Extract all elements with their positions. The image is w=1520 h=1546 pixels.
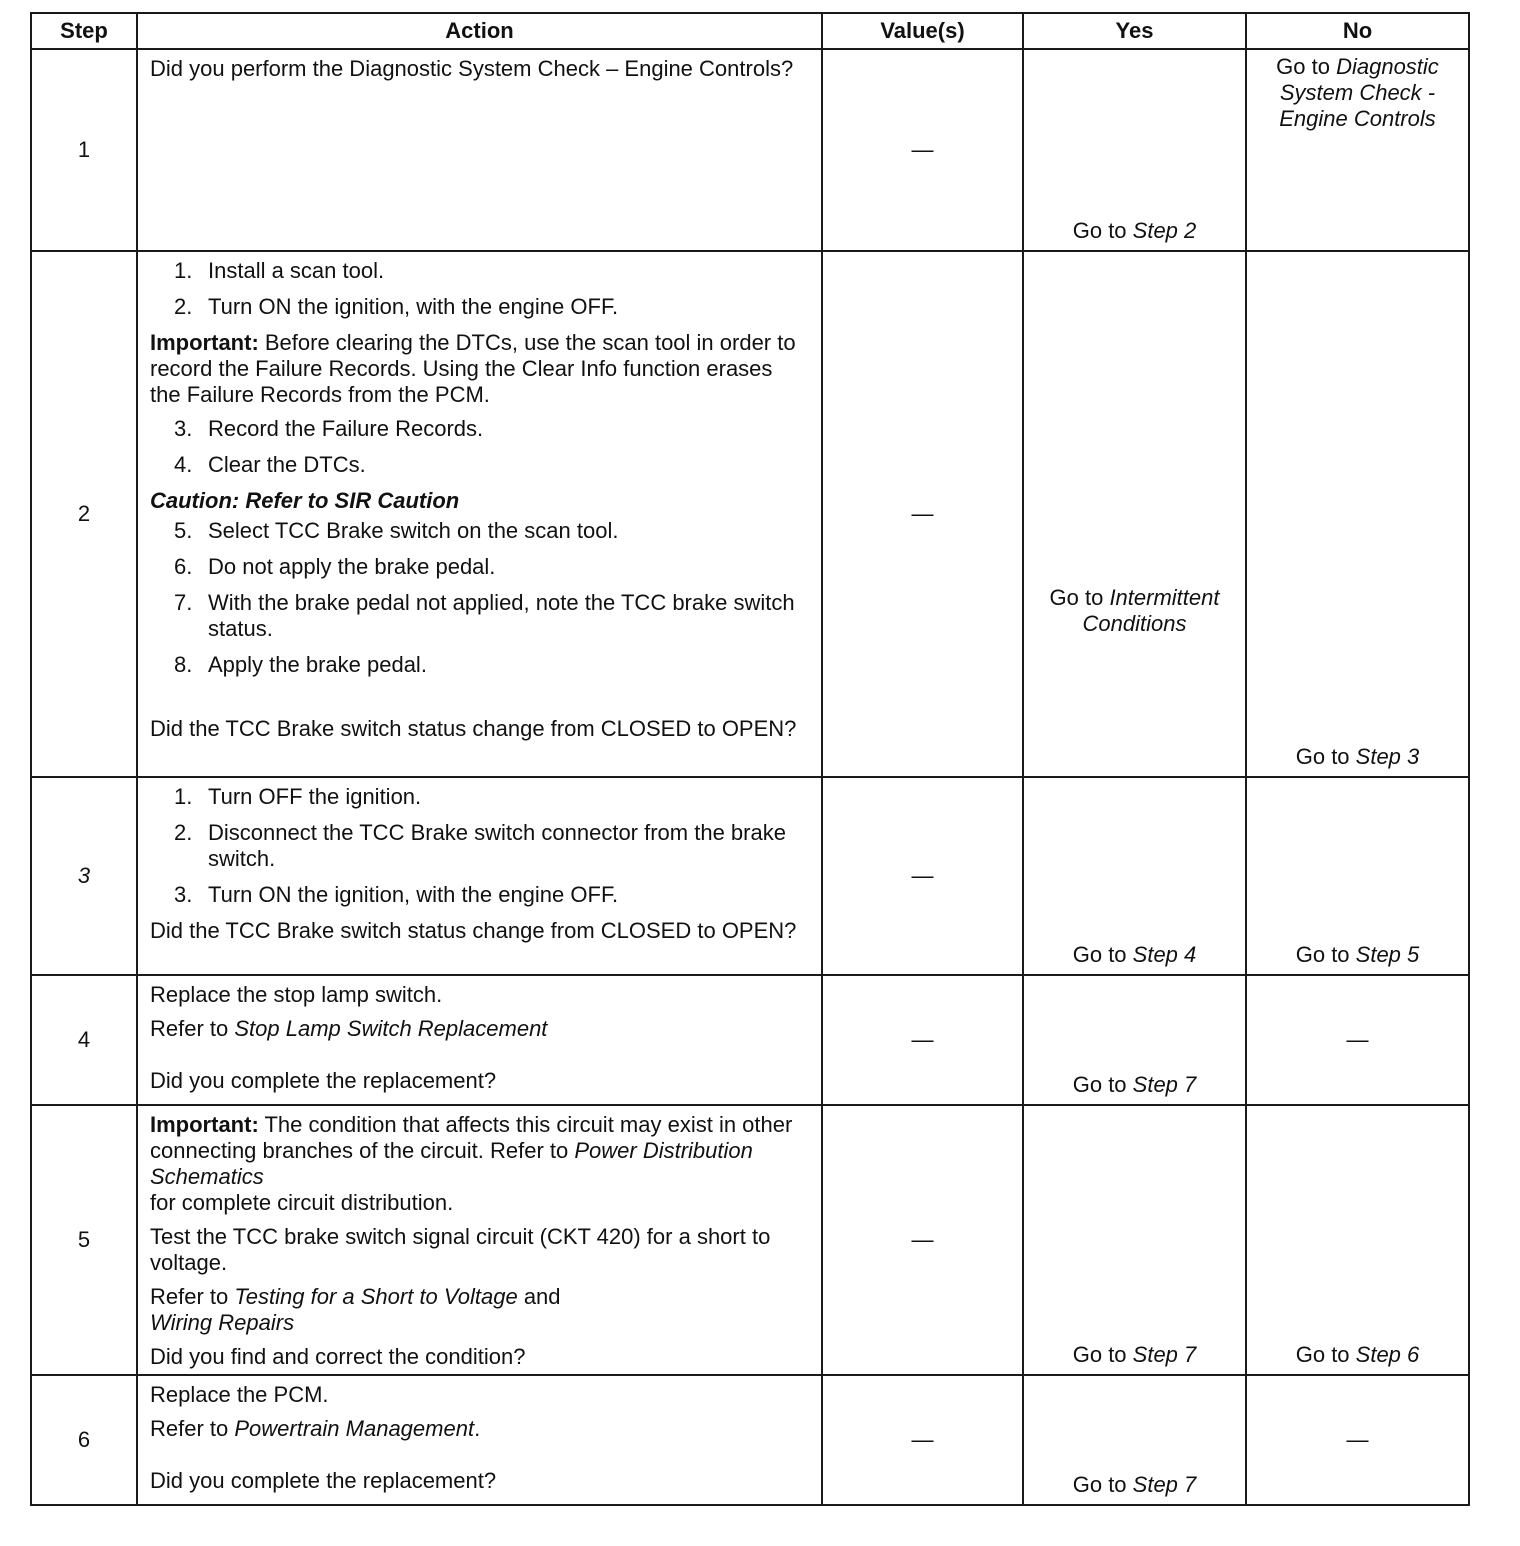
step-number: 4 — [31, 975, 137, 1105]
header-yes: Yes — [1023, 13, 1246, 49]
item-text: Do not apply the brake pedal. — [208, 554, 496, 579]
action-line: Replace the PCM. — [150, 1382, 329, 1407]
go-to-prefix: Go to — [1295, 1342, 1356, 1367]
item-number: 1. — [174, 258, 193, 283]
refer-prefix: Refer to — [150, 1284, 235, 1309]
item-text: Record the Failure Records. — [208, 416, 484, 441]
important-label: Important: — [150, 1112, 259, 1137]
header-step: Step — [31, 13, 137, 49]
go-to-prefix: Go to — [1072, 942, 1133, 967]
go-to-prefix: Go to — [1295, 744, 1356, 769]
no-cell: — — [1246, 975, 1469, 1105]
header-no: No — [1246, 13, 1469, 49]
powertrain-management-link[interactable]: Powertrain Management — [234, 1416, 475, 1441]
stop-lamp-switch-replacement-link[interactable]: Stop Lamp Switch Replacement — [234, 1016, 548, 1041]
action-question: Did you complete the replacement? — [150, 1068, 497, 1093]
no-cell: — — [1246, 1375, 1469, 1505]
wiring-repairs-link[interactable]: Wiring Repairs — [150, 1310, 295, 1335]
important-label: Important: — [150, 330, 259, 355]
item-number: 8. — [174, 652, 193, 677]
refer-and: and — [517, 1284, 561, 1309]
list-item — [174, 882, 809, 908]
action-cell — [137, 975, 822, 1105]
list-item — [174, 820, 809, 872]
go-to-prefix: Go to — [1276, 54, 1337, 79]
step-link[interactable]: Step 2 — [1132, 218, 1197, 243]
action-question: Did you find and correct the condition? — [150, 1344, 526, 1369]
refer-line — [150, 1016, 809, 1042]
go-to-prefix: Go to — [1072, 1472, 1133, 1497]
item-number: 1. — [174, 784, 193, 809]
no-cell — [1246, 49, 1469, 251]
step-number: 6 — [31, 1375, 137, 1505]
item-text: Select TCC Brake switch on the scan tool. — [208, 518, 619, 543]
list-item — [174, 590, 809, 642]
list-item — [174, 416, 809, 442]
item-number: 2. — [174, 294, 193, 319]
table-row — [31, 1105, 1469, 1375]
step-number: 3 — [31, 777, 137, 975]
refer-line — [150, 1416, 809, 1442]
header-values: Value(s) — [822, 13, 1023, 49]
list-item — [174, 784, 809, 810]
spacer — [150, 1450, 809, 1468]
action-cell — [137, 49, 822, 251]
yes-cell — [1023, 1105, 1246, 1375]
value-cell: — — [822, 1105, 1023, 1375]
value-cell: — — [822, 251, 1023, 777]
step-link[interactable]: Step 5 — [1355, 942, 1420, 967]
item-text: Turn OFF the ignition. — [208, 784, 422, 809]
yes-cell — [1023, 251, 1246, 777]
list-item — [174, 258, 809, 284]
go-to-prefix: Go to — [1072, 1072, 1133, 1097]
table-row — [31, 975, 1469, 1105]
action-cell — [137, 777, 822, 975]
diagnostic-system-check-link[interactable]: Diagnostic System Check - Engine Controls — [1279, 54, 1439, 131]
item-text: Clear the DTCs. — [208, 452, 366, 477]
action-question: Did you complete the replacement? — [150, 1468, 497, 1493]
step-link[interactable]: Step 3 — [1355, 744, 1420, 769]
item-number: 6. — [174, 554, 193, 579]
list-item — [174, 518, 809, 544]
item-number: 5. — [174, 518, 193, 543]
testing-short-to-voltage-link[interactable]: Testing for a Short to Voltage — [234, 1284, 518, 1309]
item-text: Disconnect the TCC Brake switch connector from the brake switch. — [208, 820, 786, 871]
action-cell — [137, 1375, 822, 1505]
step-link[interactable]: Step 4 — [1132, 942, 1197, 967]
item-text: With the brake pedal not applied, note the TCC brake switch status. — [208, 590, 795, 641]
no-cell — [1246, 777, 1469, 975]
action-question: Did the TCC Brake switch status change from CLOSED to OPEN? — [150, 716, 797, 741]
list-item — [174, 652, 809, 678]
refer-period: . — [474, 1416, 481, 1441]
step-link[interactable]: Step 7 — [1132, 1472, 1197, 1497]
header-action: Action — [137, 13, 822, 49]
value-cell: — — [822, 1375, 1023, 1505]
value-cell: — — [822, 49, 1023, 251]
step-link[interactable]: Step 7 — [1132, 1342, 1197, 1367]
diagnostic-table — [30, 12, 1470, 1506]
list-item — [174, 554, 809, 580]
value-cell: — — [822, 975, 1023, 1105]
step-link[interactable]: Step 7 — [1132, 1072, 1197, 1097]
important-note — [150, 1112, 809, 1216]
action-cell — [137, 1105, 822, 1375]
table-row — [31, 49, 1469, 251]
spacer — [150, 1050, 809, 1068]
action-line: Replace the stop lamp switch. — [150, 982, 443, 1007]
spacer — [150, 688, 809, 716]
step-number: 2 — [31, 251, 137, 777]
important-text: Before clearing the DTCs, use the scan tool in order to record the Failure Records. Using the Clear Info function erases the Failure Records from the PCM. — [150, 330, 796, 407]
item-number: 7. — [174, 590, 193, 615]
action-cell — [137, 251, 822, 777]
refer-line — [150, 1284, 809, 1336]
go-to-prefix: Go to — [1072, 218, 1133, 243]
table-row — [31, 251, 1469, 777]
refer-prefix: Refer to — [150, 1416, 235, 1441]
list-item — [174, 294, 809, 320]
go-to-prefix: Go to — [1295, 942, 1356, 967]
step-number: 1 — [31, 49, 137, 251]
item-number: 3. — [174, 882, 193, 907]
go-to-prefix: Go to — [1072, 1342, 1133, 1367]
item-number: 4. — [174, 452, 193, 477]
go-to-prefix: Go to — [1049, 585, 1110, 610]
header-row — [31, 13, 1469, 49]
item-number: 2. — [174, 820, 193, 845]
important-text: The condition that affects this circuit may exist in other connecting branches of the circuit. Refer to — [150, 1112, 793, 1163]
intermittent-conditions-link[interactable]: Intermittent Conditions — [1082, 585, 1220, 636]
item-text: Install a scan tool. — [208, 258, 385, 283]
action-question: Did the TCC Brake switch status change from CLOSED to OPEN? — [150, 918, 797, 943]
table-row — [31, 777, 1469, 975]
important-after: for complete circuit distribution. — [150, 1190, 454, 1215]
list-item — [174, 452, 809, 478]
item-text: Turn ON the ignition, with the engine OFF. — [208, 882, 619, 907]
value-cell: — — [822, 777, 1023, 975]
step-link[interactable]: Step 6 — [1355, 1342, 1420, 1367]
item-text: Turn ON the ignition, with the engine OFF. — [208, 294, 619, 319]
item-text: Apply the brake pedal. — [208, 652, 427, 677]
caution-note: Caution: Refer to SIR Caution — [150, 488, 460, 513]
yes-cell — [1023, 777, 1246, 975]
refer-prefix: Refer to — [150, 1016, 235, 1041]
item-number: 3. — [174, 416, 193, 441]
yes-cell — [1023, 1375, 1246, 1505]
step-number: 5 — [31, 1105, 137, 1375]
no-cell — [1246, 1105, 1469, 1375]
action-question: Did you perform the Diagnostic System Check – Engine Controls? — [150, 56, 794, 81]
table-row — [31, 1375, 1469, 1505]
no-cell — [1246, 251, 1469, 777]
yes-cell — [1023, 49, 1246, 251]
important-note — [150, 330, 809, 408]
test-instruction: Test the TCC brake switch signal circuit (CKT 420) for a short to voltage. — [150, 1224, 771, 1275]
yes-cell — [1023, 975, 1246, 1105]
power-distribution-schematics-link[interactable]: Power Distribution Schematics — [150, 1138, 753, 1189]
